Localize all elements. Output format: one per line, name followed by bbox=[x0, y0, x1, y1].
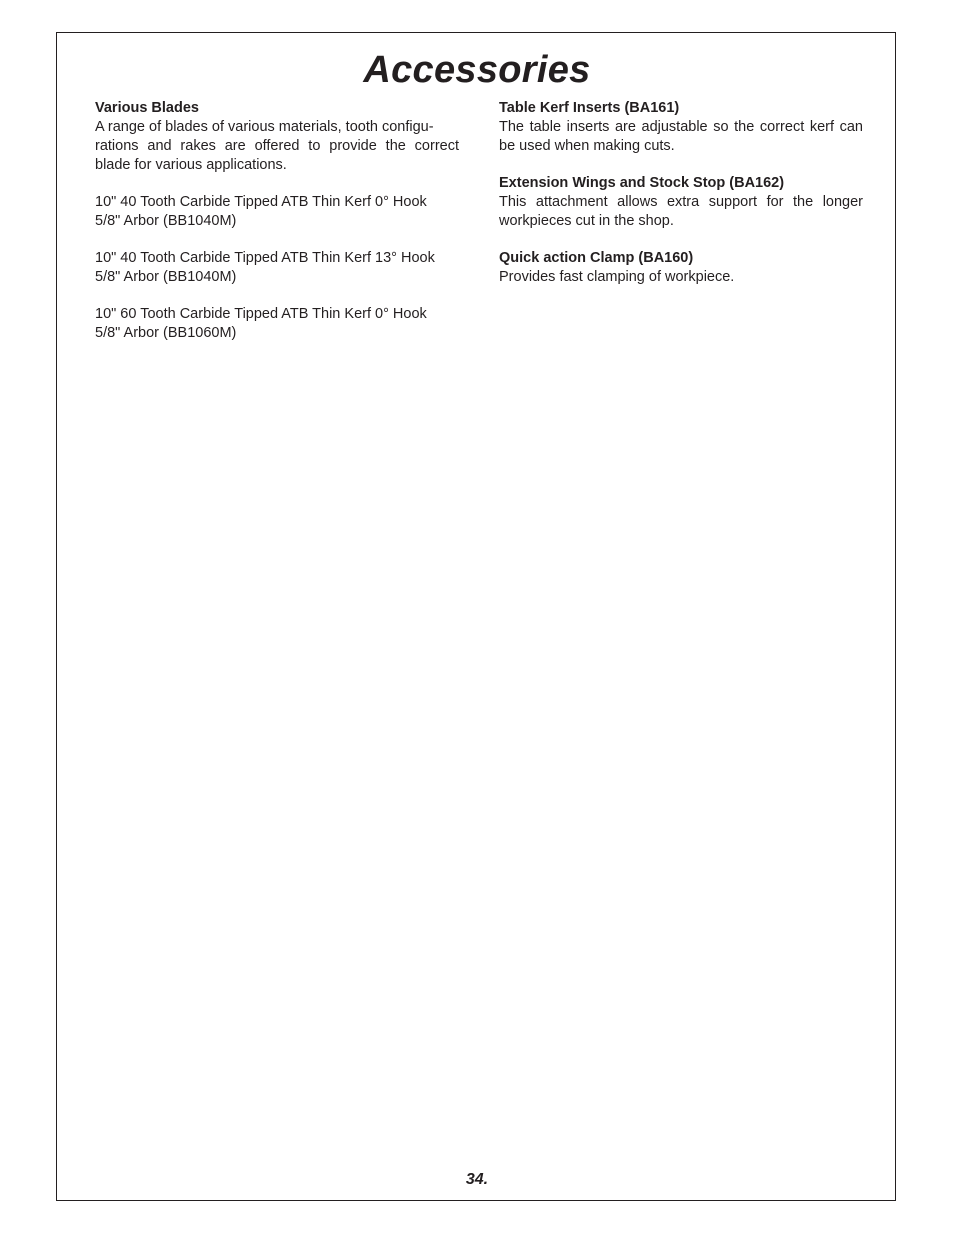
kerf-inserts-section bbox=[499, 99, 863, 156]
blade-item: 10" 40 Tooth Carbide Tipped ATB Thin Kerf 0° Hook 5/8" Arbor (BB1040M) bbox=[95, 194, 427, 229]
section-body: A range of blades of various materials, tooth configu- rations and rakes are offered to provide the correct blade for various applications. bbox=[95, 119, 459, 173]
section-heading: Table Kerf Inserts (BA161) bbox=[499, 100, 680, 116]
section-heading: Extension Wings and Stock Stop (BA162) bbox=[499, 175, 785, 191]
page-title: Accessories bbox=[363, 49, 591, 91]
extension-wings-section bbox=[499, 174, 863, 231]
various-blades-section bbox=[95, 99, 459, 175]
section-body: Provides fast clamping of workpiece. bbox=[499, 269, 735, 285]
blade-item: 10" 40 Tooth Carbide Tipped ATB Thin Kerf 13° Hook 5/8" Arbor (BB1040M) bbox=[95, 250, 435, 285]
section-heading: Quick action Clamp (BA160) bbox=[499, 250, 694, 266]
quick-clamp-section bbox=[499, 249, 863, 287]
section-body: The table inserts are adjustable so the correct kerf can be used when making cuts. bbox=[499, 119, 863, 154]
left-column bbox=[95, 99, 459, 361]
right-column bbox=[499, 99, 863, 305]
blade-item: 10" 60 Tooth Carbide Tipped ATB Thin Kerf 0° Hook 5/8" Arbor (BB1060M) bbox=[95, 306, 427, 341]
page-number: 34. bbox=[465, 1171, 489, 1188]
section-body: This attachment allows extra support for the longer workpieces cut in the shop. bbox=[499, 194, 863, 229]
section-heading: Various Blades bbox=[95, 100, 199, 116]
